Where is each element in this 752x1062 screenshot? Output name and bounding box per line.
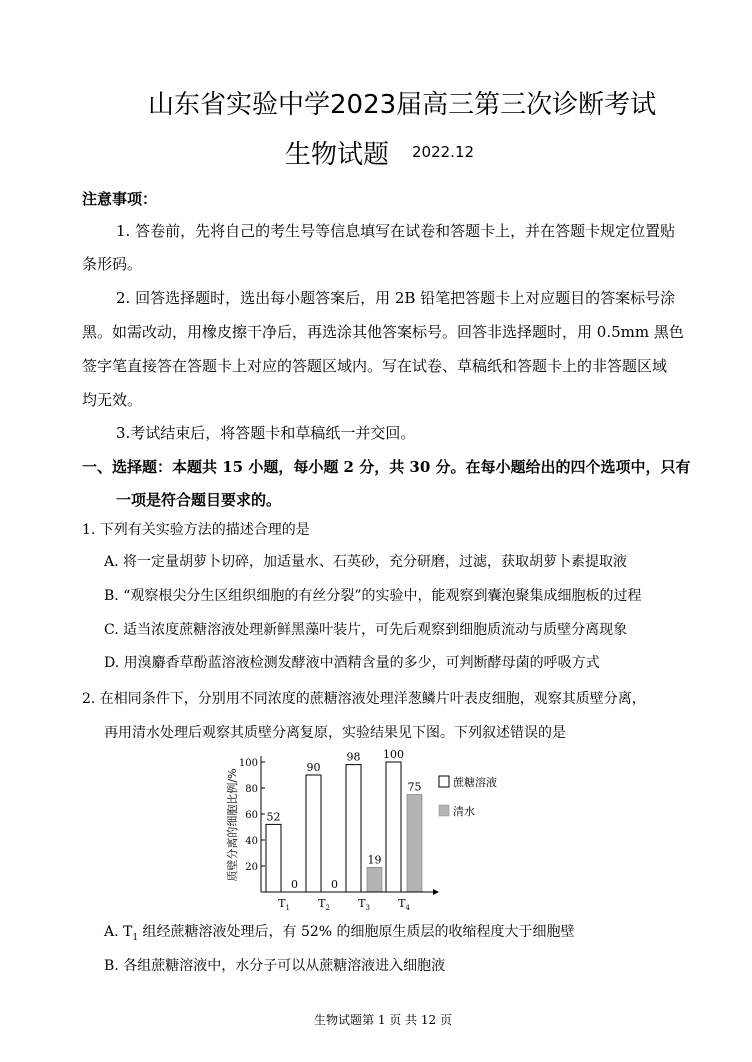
value-label-T1-series-2: 0 [291,878,298,891]
bars [266,762,422,892]
question-1-option-c: C. 适当浓度蔗糖溶液处理新鲜黑藻叶装片，可先后观察到细胞质流动与质壁分离现象 [104,622,628,638]
legend-swatch-water [439,805,449,816]
question-2-stem-line-2: 再用清水处理后观察其质壁分离复原，实验结果见下图。下列叙述错误的是 [104,725,566,741]
exam-title: 山东省实验中学2023届高三第三次诊断考试 [148,90,657,120]
note-2-line-3: 签字笔直接答在答题卡上对应的答题区域内。写在试卷、草稿纸和答题卡上的非答题区域 [82,357,668,375]
note-2-line-1: 2. 回答选择题时，选出每小题答案后，用 2B 铅笔把答题卡上对应题目的答案标号涂 [116,289,676,307]
value-label-T3-series-2: 19 [367,853,382,867]
value-label-T4-series-2: 75 [407,780,422,794]
y-axis-label: 质壁分离的细胞比例/% [226,768,239,882]
legend-swatch-sucrose [439,776,449,787]
note-2-line-4: 均无效。 [82,391,143,409]
question-2-option-b: B. 各组蔗糖溶液中，水分子可以从蔗糖溶液进入细胞液 [104,958,446,974]
y-tick-label-80: 80 [245,784,258,795]
category-labels [278,897,410,912]
notes-heading: 注意事项： [82,190,158,208]
value-label-T2-series-2: 0 [331,878,338,891]
question-1-option-a: A. 将一定量胡萝卜切碎，加适量水、石英砂，充分研磨，过滤，获取胡萝卜素提取液 [104,554,628,570]
category-label-T2: $T_2$ [318,897,330,912]
y-tick-label-40: 40 [245,836,258,847]
bar-T3-series-1 [346,765,361,892]
bar-T4-series-1 [386,762,401,892]
note-1-line-1: 1. 答卷前，先将自己的考生号等信息填写在试卷和答题卡上，并在答题卡规定位置贴 [116,222,676,240]
option-a-subscript: 1 [132,932,139,943]
section-1-line-2: 一项是符合题目要求的。 [116,491,282,509]
bar-T3-series-2 [367,867,382,892]
legend-label-sucrose: 蔗糖溶液 [453,776,497,789]
y-tick-label-100: 100 [238,758,258,769]
option-a-text: 组经蔗糖溶液处理后，有 52% 的细胞原生质层的收缩程度大于细胞壁 [138,924,575,940]
question-1-stem: 1. 下列有关实验方法的描述合理的是 [82,522,310,538]
category-label-T1: $T_1$ [278,897,290,912]
note-2-line-2: 黑。如需改动，用橡皮擦干净后，再选涂其他答案标号。回答非选择题时，用 0.5mm 黑色 [82,323,684,341]
question-2-option-a [104,921,575,943]
y-tick-label-20: 20 [245,862,258,873]
question-2-stem-line-1: 2. 在相同条件下，分别用不同浓度的蔗糖溶液处理洋葱鳞片叶表皮细胞，观察其质壁分离， [82,691,646,707]
bar-T1-series-1 [266,824,281,892]
value-label-T4-series-1: 100 [383,748,404,761]
section-1-line-1: 一、选择题：本题共 15 小题，每小题 2 分，共 30 分。在每小题给出的四个选项中，只有 [82,458,691,476]
bar-chart [215,742,515,917]
question-1-option-d: D. 用溴麝香草酚蓝溶液检测发酵液中酒精含量的多少，可判断酵母菌的呼吸方式 [104,655,600,671]
legend [439,775,497,818]
subject-title: 生物试题 [285,140,390,170]
legend-label-water: 清水 [453,805,475,818]
option-a-prefix: A. T [104,924,133,940]
exam-date: 2022.12 [412,143,475,161]
bar-T4-series-2 [407,795,422,893]
value-label-T2-series-1: 90 [306,761,321,774]
category-label-T3: $T_3$ [358,897,370,912]
y-tick-label-60: 60 [245,810,258,821]
bar-T2-series-1 [306,775,321,892]
value-label-T1-series-1: 52 [266,810,281,824]
note-3: 3.考试结束后，将答题卡和草稿纸一并交回。 [116,424,416,442]
note-1-line-2: 条形码。 [82,255,143,273]
category-label-T4: $T_4$ [398,897,410,912]
question-1-option-b: B. “观察根尖分生区组织细胞的有丝分裂”的实验中，能观察到囊泡聚集成细胞板的过程 [104,588,642,604]
x-axis-arrow [433,889,439,895]
value-label-T3-series-1: 98 [346,750,361,764]
page-footer: 生物试题第 1 页 共 12 页 [314,1013,452,1027]
